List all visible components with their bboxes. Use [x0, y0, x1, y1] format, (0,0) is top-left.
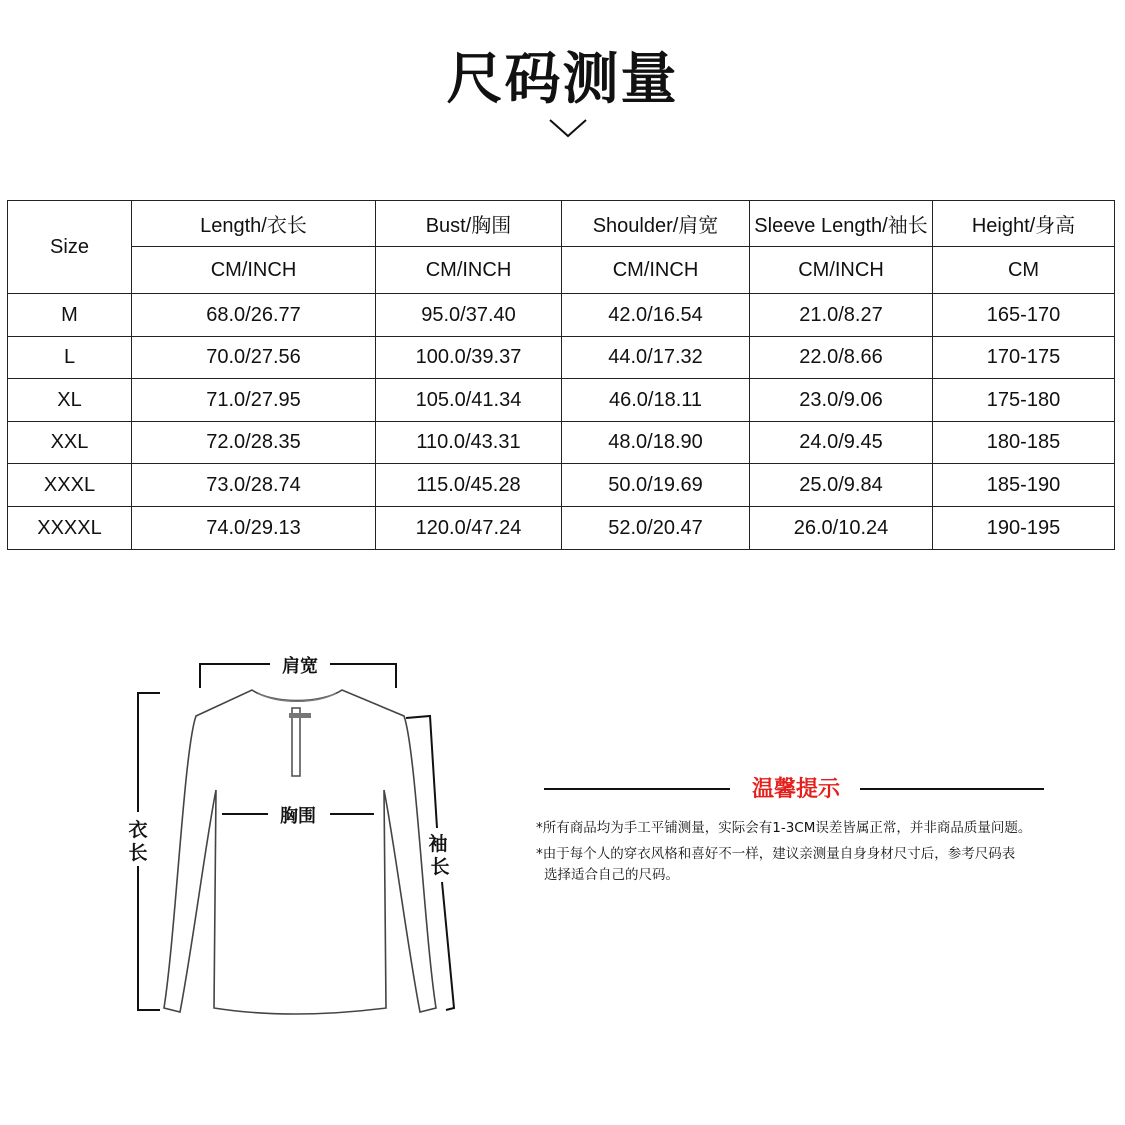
measurement-cell: 24.0/9.45 [750, 422, 933, 464]
measurement-cell: 73.0/28.74 [132, 464, 376, 507]
table-header-row [8, 201, 1115, 247]
measurement-cell: 180-185 [933, 422, 1115, 464]
measurement-cell: 170-175 [933, 337, 1115, 379]
size-cell: L [8, 337, 132, 379]
size-cell: XL [8, 379, 132, 422]
notice-line-3: 选择适合自己的尺码。 [544, 867, 679, 883]
table-unit-row [8, 247, 1115, 294]
measurement-cell: 185-190 [933, 464, 1115, 507]
size-chart-table [7, 200, 1115, 550]
measurement-cell: 120.0/47.24 [376, 507, 562, 550]
notice-line-2: *由于每个人的穿衣风格和喜好不一样，建议亲测量自身身材尺寸后，参考尺码表 [536, 846, 1016, 862]
measurement-cell: 26.0/10.24 [750, 507, 933, 550]
table-row [8, 422, 1115, 464]
column-unit: CM/INCH [376, 247, 562, 294]
measurement-cell: 190-195 [933, 507, 1115, 550]
body-length-label-1: 衣 [128, 819, 148, 841]
notice-divider-left [544, 788, 730, 790]
measurement-cell: 46.0/18.11 [562, 379, 750, 422]
measurement-cell: 72.0/28.35 [132, 422, 376, 464]
size-column-header: Size [8, 201, 132, 294]
column-unit: CM/INCH [562, 247, 750, 294]
notice-divider-right [860, 788, 1044, 790]
sleeve-length-label-2: 长 [430, 856, 450, 878]
notice-line-1: *所有商品均为手工平铺测量，实际会有1-3CM误差皆属正常，并非商品质量问题。 [536, 820, 1032, 836]
size-cell: XXL [8, 422, 132, 464]
measurement-cell: 68.0/26.77 [132, 294, 376, 337]
size-cell: XXXXL [8, 507, 132, 550]
chest-width-label: 胸围 [280, 806, 316, 827]
measurement-cell: 71.0/27.95 [132, 379, 376, 422]
measurement-cell: 50.0/19.69 [562, 464, 750, 507]
column-unit: CM [933, 247, 1115, 294]
column-header: Length/衣长 [132, 201, 376, 247]
measurement-cell: 165-170 [933, 294, 1115, 337]
table-row [8, 337, 1115, 379]
body-length-label-2: 长 [128, 842, 148, 864]
measurement-cell: 48.0/18.90 [562, 422, 750, 464]
measurement-cell: 25.0/9.84 [750, 464, 933, 507]
measurement-cell: 100.0/39.37 [376, 337, 562, 379]
column-header: Height/身高 [933, 201, 1115, 247]
column-header: Sleeve Length/袖长 [750, 201, 933, 247]
table-row [8, 464, 1115, 507]
chevron-down-icon [548, 118, 588, 138]
measurement-cell: 52.0/20.47 [562, 507, 750, 550]
measurement-cell: 23.0/9.06 [750, 379, 933, 422]
measurement-cell: 74.0/29.13 [132, 507, 376, 550]
measurement-cell: 44.0/17.32 [562, 337, 750, 379]
table-row [8, 507, 1115, 550]
notice-title: 温馨提示 [751, 777, 840, 802]
column-header: Bust/胸围 [376, 201, 562, 247]
size-cell: XXXL [8, 464, 132, 507]
column-unit: CM/INCH [750, 247, 933, 294]
table-row [8, 294, 1115, 337]
column-unit: CM/INCH [132, 247, 376, 294]
column-header: Shoulder/肩宽 [562, 201, 750, 247]
measurement-cell: 42.0/16.54 [562, 294, 750, 337]
sleeve-length-label-1: 袖 [428, 833, 448, 855]
measurement-cell: 95.0/37.40 [376, 294, 562, 337]
shirt-measurement-diagram [0, 600, 520, 1080]
measurement-cell: 115.0/45.28 [376, 464, 562, 507]
measurement-cell: 110.0/43.31 [376, 422, 562, 464]
table-row [8, 379, 1115, 422]
shoulder-width-label: 肩宽 [282, 656, 318, 677]
measurement-cell: 175-180 [933, 379, 1115, 422]
measurement-cell: 22.0/8.66 [750, 337, 933, 379]
page-title: 尺码测量 [446, 47, 679, 112]
measurement-cell: 105.0/41.34 [376, 379, 562, 422]
shirt-outline-icon [164, 690, 436, 1014]
measurement-cell: 21.0/8.27 [750, 294, 933, 337]
size-cell: M [8, 294, 132, 337]
measurement-cell: 70.0/27.56 [132, 337, 376, 379]
